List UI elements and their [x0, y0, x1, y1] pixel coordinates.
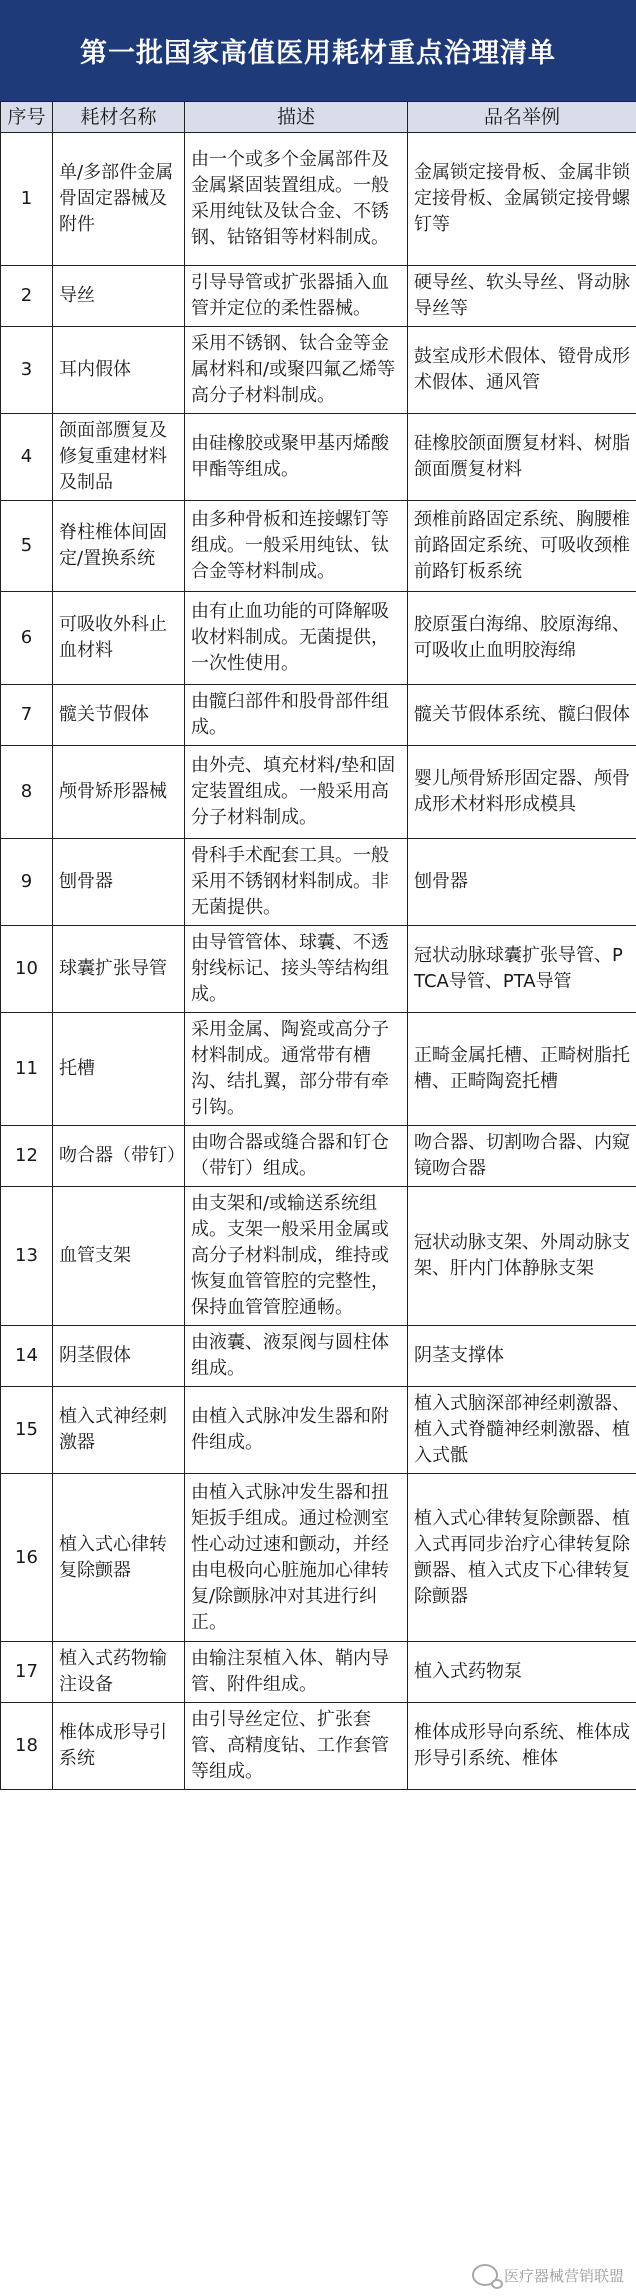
row-description: 骨科手术配套工具。一般采用不锈钢材料制成。非无菌提供。 — [185, 839, 408, 926]
table-row — [1, 1326, 636, 1387]
row-number: 9 — [1, 839, 53, 926]
row-example: 冠状动脉支架、外周动脉支架、肝内门体静脉支架 — [408, 1187, 636, 1326]
row-name: 单/多部件金属骨固定器械及附件 — [53, 133, 185, 266]
row-description: 由植入式脉冲发生器和扭矩扳手组成。通过检测室性心动过速和颤动，并经由电极向心脏施加心律转复/除颤脉冲对其进行纠正。 — [185, 1474, 408, 1642]
row-example: 硬导丝、软头导丝、肾动脉导丝等 — [408, 266, 636, 327]
header-name: 耗材名称 — [53, 102, 185, 133]
row-name: 阴茎假体 — [53, 1326, 185, 1387]
row-description: 由液囊、液泵阀与圆柱体组成。 — [185, 1326, 408, 1387]
watermark — [472, 2264, 624, 2286]
row-number: 7 — [1, 685, 53, 746]
row-description: 由吻合器或缝合器和钉仓（带钉）组成。 — [185, 1126, 408, 1187]
table-row — [1, 1642, 636, 1703]
header-no: 序号 — [1, 102, 53, 133]
row-number: 12 — [1, 1126, 53, 1187]
table-row — [1, 1703, 636, 1790]
row-example: 鼓室成形术假体、镫骨成形术假体、通风管 — [408, 327, 636, 414]
row-number: 15 — [1, 1387, 53, 1474]
row-example: 椎体成形导向系统、椎体成形导引系统、椎体 — [408, 1703, 636, 1790]
table-row — [1, 685, 636, 746]
table-header-row — [1, 102, 636, 133]
row-example: 植入式脑深部神经刺激器、植入式脊髓神经刺激器、植入式骶 — [408, 1387, 636, 1474]
header-desc: 描述 — [185, 102, 408, 133]
row-example: 刨骨器 — [408, 839, 636, 926]
row-number: 18 — [1, 1703, 53, 1790]
row-description: 由支架和/或输送系统组成。支架一般采用金属或高分子材料制成，维持或恢复血管管腔的完整性，保持血管管腔通畅。 — [185, 1187, 408, 1326]
row-description: 由植入式脉冲发生器和附件组成。 — [185, 1387, 408, 1474]
row-number: 3 — [1, 327, 53, 414]
row-example: 正畸金属托槽、正畸树脂托槽、正畸陶瓷托槽 — [408, 1013, 636, 1126]
row-description: 由硅橡胶或聚甲基丙烯酸甲酯等组成。 — [185, 414, 408, 501]
row-example: 吻合器、切割吻合器、内窥镜吻合器 — [408, 1126, 636, 1187]
consumables-table — [0, 101, 636, 1790]
row-number: 11 — [1, 1013, 53, 1126]
table-row — [1, 266, 636, 327]
row-description: 由外壳、填充材料/垫和固定装置组成。一般采用高分子材料制成。 — [185, 746, 408, 839]
row-example: 冠状动脉球囊扩张导管、PTCA导管、PTA导管 — [408, 926, 636, 1013]
row-name: 髋关节假体 — [53, 685, 185, 746]
row-example: 硅橡胶颌面赝复材料、树脂颌面赝复材料 — [408, 414, 636, 501]
row-name: 血管支架 — [53, 1187, 185, 1326]
row-example: 髋关节假体系统、髋臼假体 — [408, 685, 636, 746]
row-name: 托槽 — [53, 1013, 185, 1126]
table-row — [1, 1474, 636, 1642]
row-name: 颅骨矫形器械 — [53, 746, 185, 839]
row-example: 阴茎支撑体 — [408, 1326, 636, 1387]
row-description: 由多种骨板和连接螺钉等组成。一般采用纯钛、钛合金等材料制成。 — [185, 501, 408, 592]
table-row — [1, 1126, 636, 1187]
row-description: 由髋臼部件和股骨部件组成。 — [185, 685, 408, 746]
table-row — [1, 327, 636, 414]
row-number: 17 — [1, 1642, 53, 1703]
row-number: 2 — [1, 266, 53, 327]
table-body — [1, 133, 636, 1790]
row-number: 4 — [1, 414, 53, 501]
row-number: 8 — [1, 746, 53, 839]
table-row — [1, 746, 636, 839]
row-number: 13 — [1, 1187, 53, 1326]
row-name: 脊柱椎体间固定/置换系统 — [53, 501, 185, 592]
table-row — [1, 1013, 636, 1126]
row-number: 14 — [1, 1326, 53, 1387]
row-description: 采用金属、陶瓷或高分子材料制成。通常带有槽沟、结扎翼，部分带有牵引钩。 — [185, 1013, 408, 1126]
row-example: 植入式药物泵 — [408, 1642, 636, 1703]
row-description: 由引导丝定位、扩张套管、高精度钻、工作套管等组成。 — [185, 1703, 408, 1790]
row-name: 导丝 — [53, 266, 185, 327]
row-example: 颈椎前路固定系统、胸腰椎前路固定系统、可吸收颈椎前路钉板系统 — [408, 501, 636, 592]
row-description: 采用不锈钢、钛合金等金属材料和/或聚四氟乙烯等高分子材料制成。 — [185, 327, 408, 414]
row-example: 婴儿颅骨矫形固定器、颅骨成形术材料形成模具 — [408, 746, 636, 839]
row-description: 由输注泵植入体、鞘内导管、附件组成。 — [185, 1642, 408, 1703]
row-example: 胶原蛋白海绵、胶原海绵、可吸收止血明胶海绵 — [408, 592, 636, 685]
row-number: 1 — [1, 133, 53, 266]
row-description: 由导管管体、球囊、不透射线标记、接头等结构组成。 — [185, 926, 408, 1013]
row-number: 10 — [1, 926, 53, 1013]
table-row — [1, 1187, 636, 1326]
page-title: 第一批国家高值医用耗材重点治理清单 — [0, 0, 636, 101]
row-name: 颌面部赝复及修复重建材料及制品 — [53, 414, 185, 501]
header-example: 品名举例 — [408, 102, 636, 133]
row-name: 刨骨器 — [53, 839, 185, 926]
row-name: 植入式药物输注设备 — [53, 1642, 185, 1703]
table-row — [1, 926, 636, 1013]
table-row — [1, 1387, 636, 1474]
row-name: 可吸收外科止血材料 — [53, 592, 185, 685]
row-description: 引导导管或扩张器插入血管并定位的柔性器械。 — [185, 266, 408, 327]
row-name: 球囊扩张导管 — [53, 926, 185, 1013]
table-row — [1, 133, 636, 266]
row-name: 椎体成形导引系统 — [53, 1703, 185, 1790]
row-example: 植入式心律转复除颤器、植入式再同步治疗心律转复除颤器、植入式皮下心律转复除颤器 — [408, 1474, 636, 1642]
table-row — [1, 592, 636, 685]
row-name: 吻合器（带钉） — [53, 1126, 185, 1187]
row-name: 植入式心律转复除颤器 — [53, 1474, 185, 1642]
row-number: 16 — [1, 1474, 53, 1642]
table-row — [1, 501, 636, 592]
row-description: 由有止血功能的可降解吸收材料制成。无菌提供，一次性使用。 — [185, 592, 408, 685]
row-number: 5 — [1, 501, 53, 592]
wechat-icon — [472, 2264, 498, 2286]
row-number: 6 — [1, 592, 53, 685]
row-description: 由一个或多个金属部件及金属紧固装置组成。一般采用纯钛及钛合金、不锈钢、钴铬钼等材料制成。 — [185, 133, 408, 266]
row-example: 金属锁定接骨板、金属非锁定接骨板、金属锁定接骨螺钉等 — [408, 133, 636, 266]
watermark-text: 医疗器械营销联盟 — [503, 2266, 624, 2285]
table-row — [1, 839, 636, 926]
row-name: 耳内假体 — [53, 327, 185, 414]
row-name: 植入式神经刺激器 — [53, 1387, 185, 1474]
table-row — [1, 414, 636, 501]
